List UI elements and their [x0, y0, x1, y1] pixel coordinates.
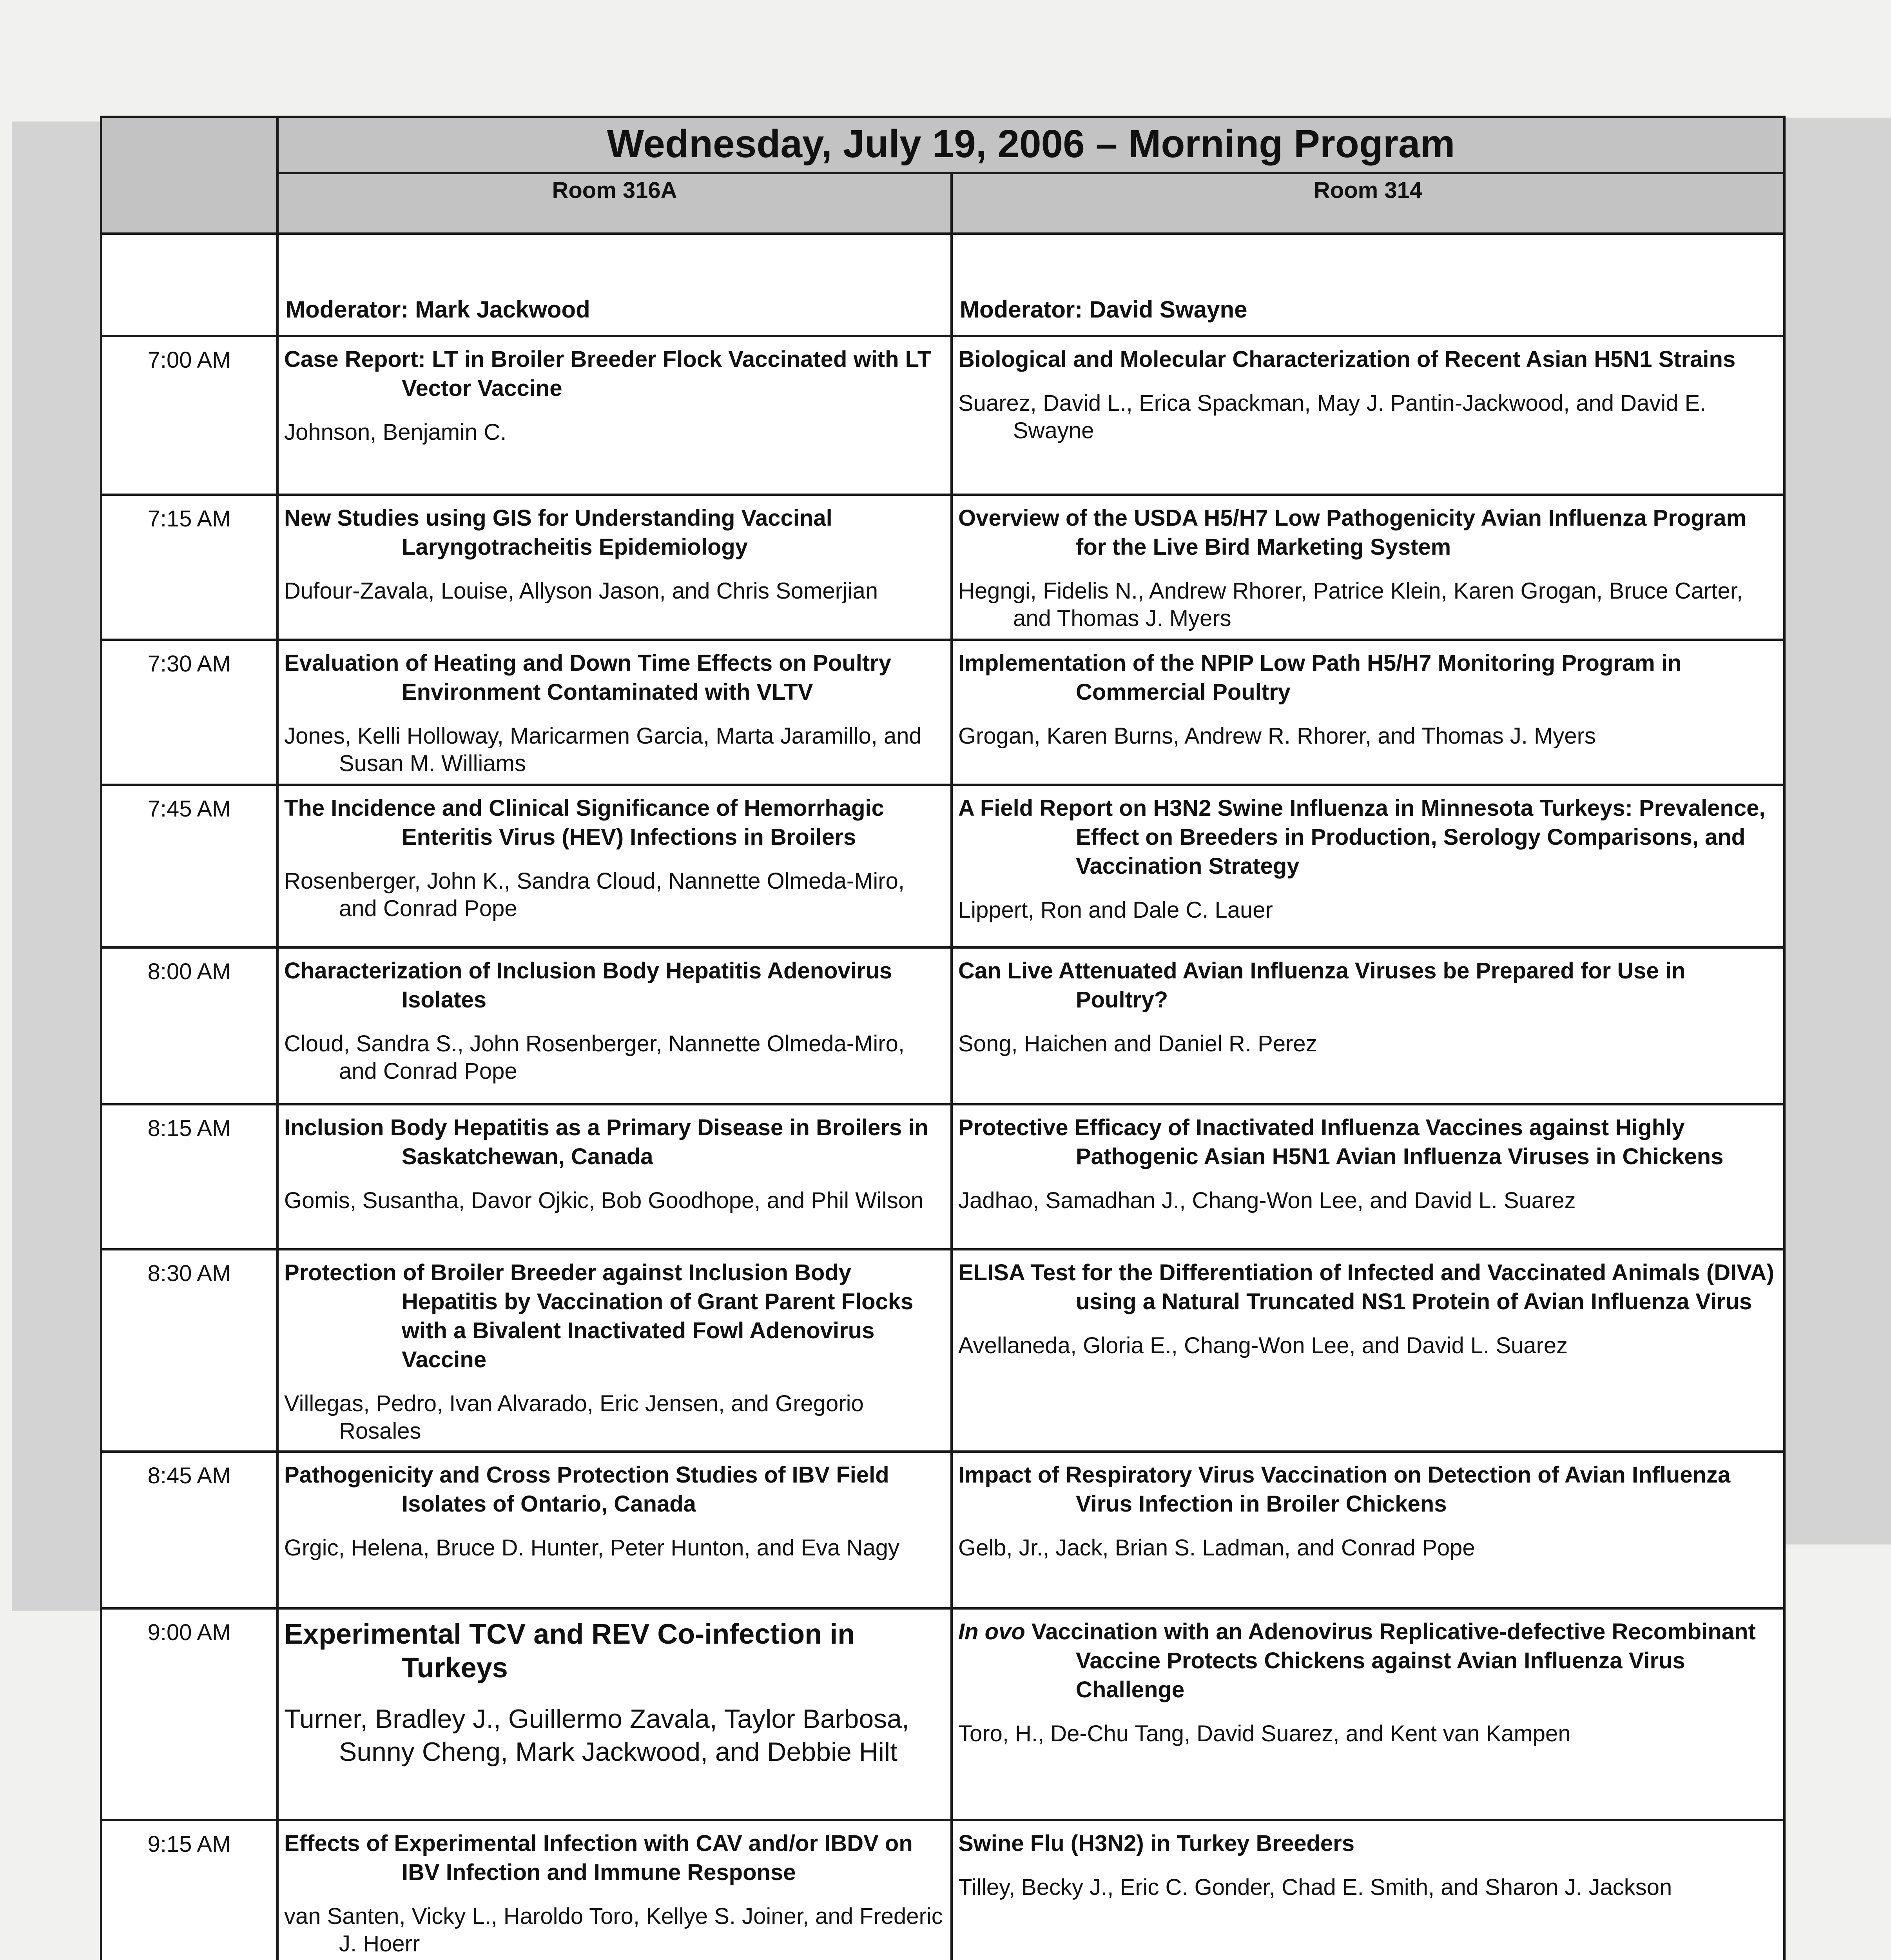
- talk-title: The Incidence and Clinical Significance of Hemorrhagic Enteritis Virus (HEV) Infections in Broilers: [284, 795, 884, 850]
- talk-authors: Suarez, David L., Erica Spackman, May J. Pantin-Jackwood, and David E. Swayne: [958, 390, 1706, 443]
- talk-title: New Studies using GIS for Understanding Vaccinal Laryngotracheitis Epidemiology: [284, 505, 832, 560]
- talk-authors: Toro, H., De-Chu Tang, David Suarez, and Kent van Kampen: [958, 1721, 1571, 1746]
- room-header-a: Room 316A: [277, 173, 952, 234]
- talk-room-b: [952, 1104, 1784, 1249]
- talk-title: Protective Efficacy of Inactivated Influenza Vaccines against Highly Pathogenic Asian H5N1 Avian Influenza Viruses in Chickens: [958, 1115, 1724, 1169]
- session-row: [101, 1104, 1784, 1249]
- talk-title: Characterization of Inclusion Body Hepatitis Adenovirus Isolates: [284, 958, 892, 1013]
- talk-authors: Gelb, Jr., Jack, Brian S. Ladman, and Conrad Pope: [958, 1535, 1475, 1561]
- session-row: [101, 1249, 1784, 1452]
- session-row: [101, 1820, 1784, 1960]
- moderator-time-blank: [101, 234, 277, 336]
- talk-title: Biological and Molecular Characterization of Recent Asian H5N1 Strains: [958, 347, 1736, 372]
- talk-authors: Gomis, Susantha, Davor Ojkic, Bob Goodhope, and Phil Wilson: [284, 1188, 924, 1213]
- session-row: [101, 947, 1784, 1104]
- talk-room-a: [277, 336, 952, 495]
- talk-title: Pathogenicity and Cross Protection Studies of IBV Field Isolates of Ontario, Canada: [284, 1462, 889, 1517]
- talk-room-b: [952, 640, 1784, 785]
- talk-title: [958, 1617, 1778, 1704]
- talk-room-a: [277, 785, 952, 947]
- session-time: 8:15 AM: [101, 1104, 277, 1249]
- session-time: 9:15 AM: [101, 1820, 277, 1960]
- talk-title: Impact of Respiratory Virus Vaccination on Detection of Avian Influenza Virus Infection in Broiler Chickens: [958, 1462, 1731, 1517]
- session-row: [101, 1608, 1784, 1820]
- session-time: 8:45 AM: [101, 1452, 277, 1608]
- talk-authors: Grogan, Karen Burns, Andrew R. Rhorer, and Thomas J. Myers: [958, 723, 1596, 749]
- corner-cell: [101, 117, 277, 234]
- talk-room-a: [277, 947, 952, 1104]
- talk-room-b: [952, 785, 1784, 947]
- talk-room-a: [277, 495, 952, 640]
- talk-authors: Villegas, Pedro, Ivan Alvarado, Eric Jensen, and Gregorio Rosales: [284, 1391, 864, 1444]
- talk-room-a: [277, 1452, 952, 1608]
- room-header-b: Room 314: [952, 173, 1784, 234]
- talk-authors: Song, Haichen and Daniel R. Perez: [958, 1031, 1317, 1056]
- talk-room-a: [277, 1820, 952, 1960]
- talk-title-italic: In ovo: [958, 1619, 1025, 1644]
- talk-authors: Johnson, Benjamin C.: [284, 419, 507, 445]
- talk-authors: Turner, Bradley J., Guillermo Zavala, Taylor Barbosa, Sunny Cheng, Mark Jackwood, and Debbie Hilt: [284, 1704, 909, 1767]
- session-time: 7:00 AM: [101, 336, 277, 495]
- talk-room-b: [952, 1249, 1784, 1452]
- talk-authors: Lippert, Ron and Dale C. Lauer: [958, 897, 1273, 923]
- page-title: Wednesday, July 19, 2006 – Morning Program: [277, 117, 1784, 173]
- talk-title: Can Live Attenuated Avian Influenza Viruses be Prepared for Use in Poultry?: [958, 958, 1686, 1013]
- talk-room-a: [277, 640, 952, 785]
- talk-authors: Jones, Kelli Holloway, Maricarmen Garcia, Marta Jaramillo, and Susan M. Williams: [284, 723, 922, 776]
- talk-title: ELISA Test for the Differentiation of Infected and Vaccinated Animals (DIVA) using a Natural Truncated NS1 Protein of Avian Influenza Virus: [958, 1260, 1774, 1314]
- talk-room-b: [952, 1608, 1784, 1820]
- moderator-b: Moderator: David Swayne: [952, 234, 1784, 336]
- talk-title: Experimental TCV and REV Co-infection in Turkeys: [284, 1619, 855, 1684]
- session-time: 8:30 AM: [101, 1249, 277, 1452]
- talk-authors: Grgic, Helena, Bruce D. Hunter, Peter Hunton, and Eva Nagy: [284, 1535, 900, 1561]
- moderator-row: [101, 234, 1784, 336]
- session-time: 8:00 AM: [101, 947, 277, 1104]
- talk-title: Protection of Broiler Breeder against Inclusion Body Hepatitis by Vaccination of Grant Parent Flocks with a Bivalent Inactivated Fowl Adenovirus Vaccine: [284, 1260, 914, 1372]
- talk-room-b: [952, 495, 1784, 640]
- talk-room-b: [952, 1452, 1784, 1608]
- talk-authors: Hegngi, Fidelis N., Andrew Rhorer, Patrice Klein, Karen Grogan, Bruce Carter, and Thomas J. Myers: [958, 578, 1743, 631]
- session-row: [101, 336, 1784, 495]
- talk-room-b: [952, 336, 1784, 495]
- talk-room-a: [277, 1249, 952, 1452]
- bleed-through-right: [1779, 118, 1891, 1544]
- room-header-row: [101, 173, 1784, 234]
- talk-authors: Rosenberger, John K., Sandra Cloud, Nannette Olmeda-Miro, and Conrad Pope: [284, 868, 905, 921]
- talk-authors: Avellaneda, Gloria E., Chang-Won Lee, and David L. Suarez: [958, 1333, 1568, 1358]
- session-row: [101, 640, 1784, 785]
- session-time: 7:45 AM: [101, 785, 277, 947]
- talk-title: Implementation of the NPIP Low Path H5/H7 Monitoring Program in Commercial Poultry: [958, 650, 1682, 705]
- talk-room-b: [952, 1820, 1784, 1960]
- talk-authors: Jadhao, Samadhan J., Chang-Won Lee, and David L. Suarez: [958, 1188, 1576, 1213]
- talk-title: Overview of the USDA H5/H7 Low Pathogenicity Avian Influenza Program for the Live Bird Marketing System: [958, 505, 1747, 560]
- title-row: [101, 117, 1784, 173]
- talk-room-a: [277, 1608, 952, 1820]
- session-time: 7:15 AM: [101, 495, 277, 640]
- talk-authors: Tilley, Becky J., Eric C. Gonder, Chad E. Smith, and Sharon J. Jackson: [958, 1875, 1672, 1900]
- moderator-a: Moderator: Mark Jackwood: [277, 234, 952, 336]
- talk-room-b: [952, 947, 1784, 1104]
- session-row: [101, 1452, 1784, 1608]
- talk-authors: van Santen, Vicky L., Haroldo Toro, Kellye S. Joiner, and Frederic J. Hoerr: [284, 1904, 943, 1956]
- session-time: 7:30 AM: [101, 640, 277, 785]
- talk-title-rest: Vaccination with an Adenovirus Replicative-defective Recombinant Vaccine Protects Chickens against Avian Influenza Virus Challenge: [1025, 1619, 1756, 1702]
- session-row: [101, 785, 1784, 947]
- schedule-table: [100, 116, 1786, 1960]
- talk-title: Case Report: LT in Broiler Breeder Flock Vaccinated with LT Vector Vaccine: [284, 347, 932, 401]
- talk-title: Evaluation of Heating and Down Time Effects on Poultry Environment Contaminated with VLTV: [284, 650, 891, 705]
- talk-authors: Dufour-Zavala, Louise, Allyson Jason, and Chris Somerjian: [284, 578, 878, 604]
- talk-title: Swine Flu (H3N2) in Turkey Breeders: [958, 1831, 1354, 1856]
- session-time: 9:00 AM: [101, 1608, 277, 1820]
- talk-authors: Cloud, Sandra S., John Rosenberger, Nannette Olmeda-Miro, and Conrad Pope: [284, 1031, 905, 1084]
- talk-title: Inclusion Body Hepatitis as a Primary Disease in Broilers in Saskatchewan, Canada: [284, 1115, 928, 1169]
- bleed-through-left: [12, 122, 110, 1611]
- talk-title: Effects of Experimental Infection with CAV and/or IBDV on IBV Infection and Immune Response: [284, 1831, 913, 1885]
- talk-title: A Field Report on H3N2 Swine Influenza in Minnesota Turkeys: Prevalence, Effect on Breeders in Production, Serology Comparisons, and Vaccination Strategy: [958, 795, 1766, 879]
- session-row: [101, 495, 1784, 640]
- talk-room-a: [277, 1104, 952, 1249]
